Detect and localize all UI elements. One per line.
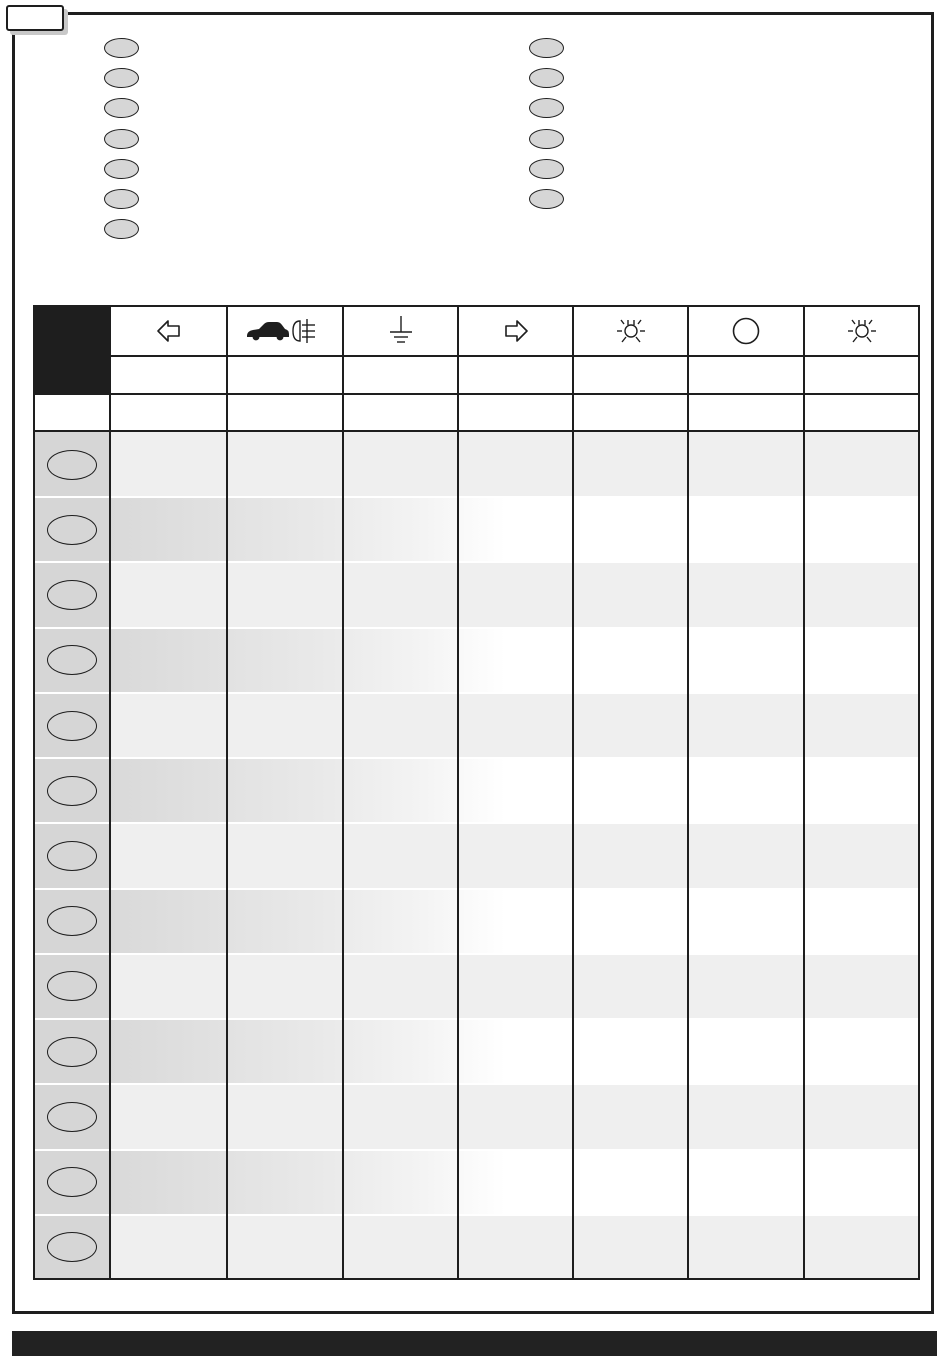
footer-bar — [12, 1331, 937, 1356]
legend-oval — [104, 219, 139, 239]
table-row — [109, 693, 918, 758]
corner-tab — [6, 5, 64, 31]
column-line — [572, 307, 574, 1278]
legend-oval — [104, 159, 139, 179]
legend-oval — [104, 98, 139, 118]
legend-oval — [104, 68, 139, 88]
legend-right — [529, 38, 564, 219]
legend-oval — [529, 98, 564, 118]
legend-oval — [529, 129, 564, 149]
column-line — [457, 307, 459, 1278]
legend-left — [104, 38, 139, 249]
table-row — [109, 628, 918, 693]
column-line — [803, 307, 805, 1278]
row-separator — [35, 1214, 918, 1216]
column-line — [342, 307, 344, 1278]
row-separator — [35, 1149, 918, 1151]
table-row — [109, 1084, 918, 1149]
table-row — [109, 1150, 918, 1215]
lamp-icon — [573, 307, 688, 355]
table-row — [109, 823, 918, 888]
column-line — [687, 307, 689, 1278]
row-number-oval — [47, 711, 97, 741]
table-row — [109, 432, 918, 497]
row-separator — [35, 822, 918, 824]
row-number-oval — [47, 450, 97, 480]
table-row — [109, 1019, 918, 1084]
circle-icon — [688, 307, 804, 355]
row-separator — [35, 1018, 918, 1020]
table-row — [109, 497, 918, 562]
left-arrow-icon — [110, 307, 227, 355]
legend-oval — [104, 189, 139, 209]
row-separator — [35, 561, 918, 563]
row-separator — [35, 888, 918, 890]
rear-lamp-icon — [804, 307, 920, 355]
row-separator — [35, 757, 918, 759]
table-row — [109, 562, 918, 627]
table-row — [109, 954, 918, 1019]
row-number-oval — [47, 580, 97, 610]
column-line — [226, 307, 228, 1278]
row-separator — [35, 1083, 918, 1085]
row-number-oval — [47, 1037, 97, 1067]
car-fog-light-icon — [227, 307, 343, 355]
header-line — [35, 393, 918, 395]
table-row — [109, 758, 918, 823]
row-separator — [35, 627, 918, 629]
legend-oval — [529, 38, 564, 58]
header-line — [109, 355, 918, 357]
legend-oval — [529, 68, 564, 88]
right-arrow-icon — [458, 307, 573, 355]
wiring-table — [33, 305, 920, 1280]
row-separator — [35, 496, 918, 498]
table-row — [109, 1215, 918, 1280]
row-number-oval — [47, 841, 97, 871]
legend-oval — [104, 129, 139, 149]
column-line — [109, 307, 111, 1278]
row-number-oval — [47, 1167, 97, 1197]
row-number-oval — [47, 776, 97, 806]
row-separator — [35, 692, 918, 694]
table-row — [109, 889, 918, 954]
ground-icon — [343, 307, 458, 355]
row-separator — [35, 953, 918, 955]
header-line — [35, 430, 918, 432]
legend-oval — [529, 189, 564, 209]
table-corner-block — [35, 307, 109, 393]
legend-oval — [104, 38, 139, 58]
row-number-oval — [47, 515, 97, 545]
legend-oval — [529, 159, 564, 179]
row-number-oval — [47, 1102, 97, 1132]
